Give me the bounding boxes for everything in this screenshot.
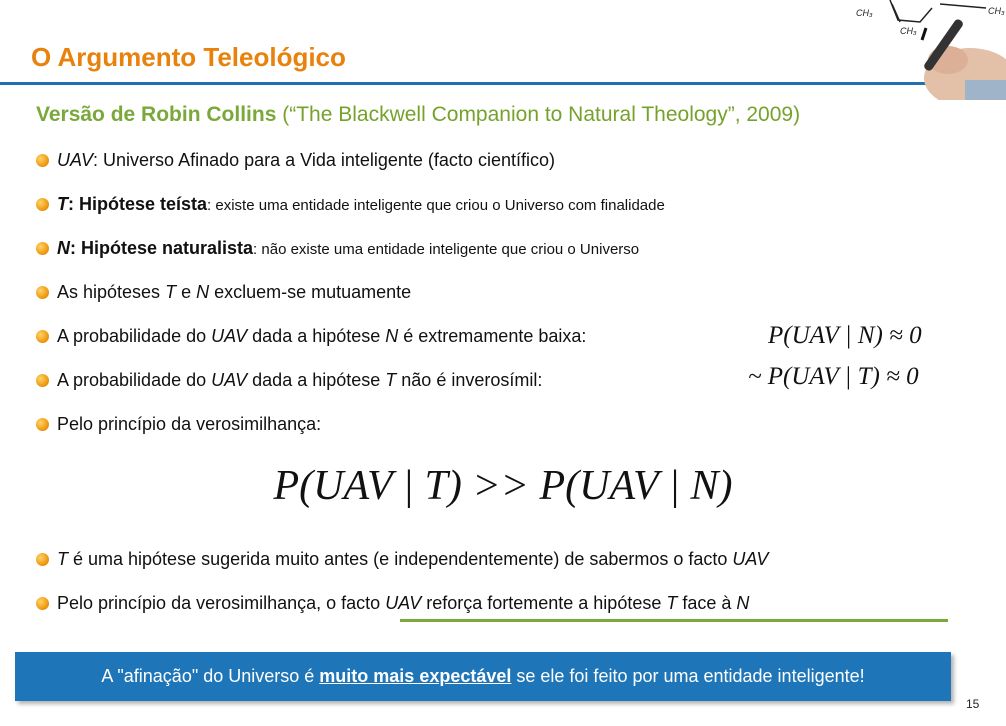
formula-p-uav-given-n: P(UAV | N) ≈ 0	[768, 322, 922, 349]
conclusion-banner: A "afinação" do Universo é muito mais expectável se ele foi feito por uma entidade inteligente!	[15, 652, 951, 701]
bullet-theist-hypothesis: T: Hipótese teísta: existe uma entidade inteligente que criou o Universo com finalidade	[36, 194, 665, 215]
bullet-icon	[36, 597, 49, 610]
chemistry-drawing-illustration	[840, 0, 1006, 100]
svg-text:CH₃: CH₃	[988, 6, 1005, 16]
bullet-naturalist-hypothesis: N: Hipótese naturalista: não existe uma entidade inteligente que criou o Universo	[36, 238, 639, 259]
bullet-uav: UAV: Universo Afinado para a Vida inteligente (facto científico)	[36, 150, 555, 171]
bullet-probability-t: A probabilidade do UAV dada a hipótese T não é inverosímil:	[36, 370, 542, 391]
page-number: 15	[966, 697, 980, 711]
bullet-conclusion: Pelo princípio da verosimilhança, o facto UAV reforça fortemente a hipótese T face à N	[36, 593, 749, 614]
bullet-icon	[36, 374, 49, 387]
bullet-icon	[36, 242, 49, 255]
subtitle-reference: (“The Blackwell Companion to Natural Theology”, 2009)	[276, 103, 801, 126]
bullet-icon	[36, 330, 49, 343]
bullet-icon	[36, 154, 49, 167]
bullet-icon	[36, 418, 49, 431]
subtitle-author: Versão de Robin Collins	[36, 103, 277, 126]
bullet-icon	[36, 553, 49, 566]
formula-p-uav-given-t: ~ P(UAV | T) ≈ 0	[748, 363, 919, 390]
bullet-probability-n: A probabilidade do UAV dada a hipótese N é extremamente baixa:	[36, 326, 586, 347]
slide-title: O Argumento Teleológico	[31, 42, 346, 72]
formula-likelihood-comparison: P(UAV | T) >> P(UAV | N)	[273, 463, 733, 509]
bullet-t-earlier: T é uma hipótese sugerida muito antes (e independentemente) de sabermos o facto UAV	[36, 549, 768, 570]
bullet-icon	[36, 198, 49, 211]
conclusion-underline	[400, 619, 948, 622]
subtitle	[36, 103, 800, 127]
svg-text:CH₃: CH₃	[856, 8, 873, 18]
bullet-likelihood-principle: Pelo princípio da verosimilhança:	[36, 414, 321, 435]
svg-text:CH₃: CH₃	[900, 26, 917, 36]
bullet-icon	[36, 286, 49, 299]
bullet-exclusive: As hipóteses T e N excluem-se mutuamente	[36, 282, 411, 303]
